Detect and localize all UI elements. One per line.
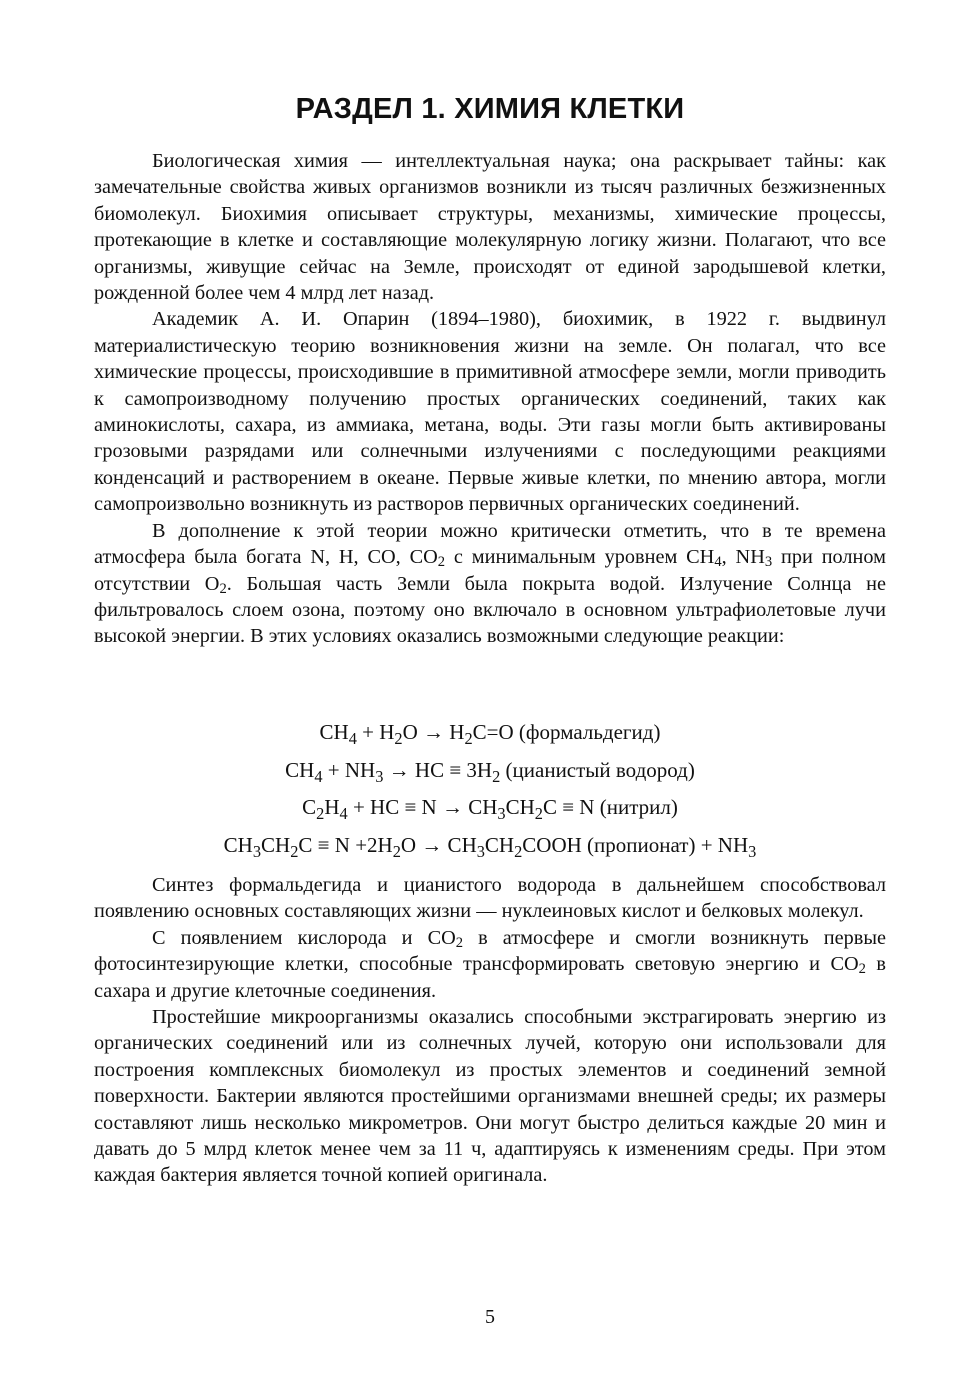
text-fragment: при полном отсутствии O — [94, 546, 886, 595]
text-fragment: , NH — [721, 546, 765, 569]
equation-label: формальдегид — [525, 720, 654, 744]
paragraph-atmosphere — [94, 518, 886, 650]
text-fragment: . Большая часть Земли была покрыта водой. Излучение Солнца не фильтровалось слоем озона, поэтому оно включало в основном ультрафиолетовые лучи высокой энергии. В этих условиях оказались возможными следующие реакции: — [94, 572, 886, 648]
equation-label: нитрил — [606, 795, 671, 819]
text-fragment: с минимальным уровнем CH — [445, 546, 715, 569]
subscript: 2 — [437, 554, 446, 571]
equation-formaldehyde: $CH_4 + H_2O \to H_2C=O$ (формальдегид) — [319, 720, 661, 748]
text-fragment: в сахара и другие клеточные соединения. — [94, 953, 886, 1002]
paragraph-microorganisms: Простейшие микроорганизмы оказались способными экстрагировать энергию из органических соединений или из солнечных лучей, которую они использовали для построения комплексных биомолекул из простых элементов и соединений земной поверхности. Бактерии являются простейшими организмами внешней среды; их размеры составляют лишь несколько микрометров. Они могут быстро делиться каждые 20 мин и давать до 5 млрд клеток менее чем за 11 ч, адаптируясь к изменениям среды. При этом каждая бактерия является точной копией оригинала. — [94, 1006, 886, 1187]
subscript: 4 — [714, 554, 722, 571]
section-heading: РАЗДЕЛ 1. ХИМИЯ КЛЕТКИ — [295, 93, 685, 125]
paragraph-biochemistry: Биологическая химия — интеллектуальная наука; она раскрывает тайны: как замечательные свойства живых организмов возникли из тысяч различных безжизненных биомолекул. Биохимия описывает структуры, механизмы, химические процессы, протекающие в клетке и составляющие молекулярную логику жизни. Полагают, что все организмы, живущие сейчас на Земле, происходят от единой зародышевой клетки, рожденной более чем 4 млрд лет назад. — [94, 150, 886, 305]
equation-hydrogen-cyanide: $CH_4 + NH_3$ → HC ≡ $3H_2$ (цианистый водород) — [285, 757, 695, 786]
page-number: 5 — [485, 1306, 495, 1328]
subscript: 2 — [858, 961, 866, 978]
equation-label: пропионат — [594, 832, 689, 857]
intro-text-block — [94, 148, 886, 650]
text-fragment: С появлением кислорода и CO — [152, 926, 456, 949]
equation-label: цианистый водород — [512, 757, 688, 782]
continued-text-block — [94, 872, 886, 1189]
subscript: 3 — [764, 554, 773, 571]
equation-propionate: $CH_3CH_2C \equiv N +2H_2O$ → $CH_3CH_2COOH$ (пропионат) + $NH_3$ — [223, 832, 757, 861]
subscript: 2 — [455, 935, 464, 952]
subscript: 2 — [219, 580, 227, 597]
paragraph-synthesis: Синтез формальдегида и цианистого водорода в дальнейшем способствовал появлению основных составляющих жизни — нуклеиновых кислот и белковых молекул. — [94, 874, 886, 923]
reaction-equations — [0, 714, 980, 864]
text-fragment: в атмосфере и смогли возникнуть первые фотосинтезирующие клетки, способные трансформировать световую энергию и CO — [94, 926, 886, 976]
equation-nitrile: $C_2H_4$ + HC ≡ $N \to CH_3CH_2C \equiv N$ (нитрил) — [302, 795, 678, 823]
paragraph-oxygen — [94, 925, 886, 1004]
text-fragment: В дополнение к этой теории можно критически отметить, что в те времена атмосфера была богата N, H, CO, CO — [94, 519, 886, 569]
paragraph-oparin: Академик А. И. Опарин (1894–1980), биохимик, в 1922 г. выдвинул материалистическую теорию возникновения жизни на земле. Он полагал, что все химические процессы, происходившие в примитивной атмосфере земли, могли приводить к самопроизводному получению простых органических соединений, таких как аминокислоты, сахара, из аммиака, метана, воды. Эти газы могли быть активированы грозовыми разрядами или солнечными излучениями с последующими реакциями конденсаций и растворением в океане. Первые живые клетки, по мнению автора, могли самопроизвольно возникнуть из растворов первичных органических соединений. — [94, 308, 886, 516]
